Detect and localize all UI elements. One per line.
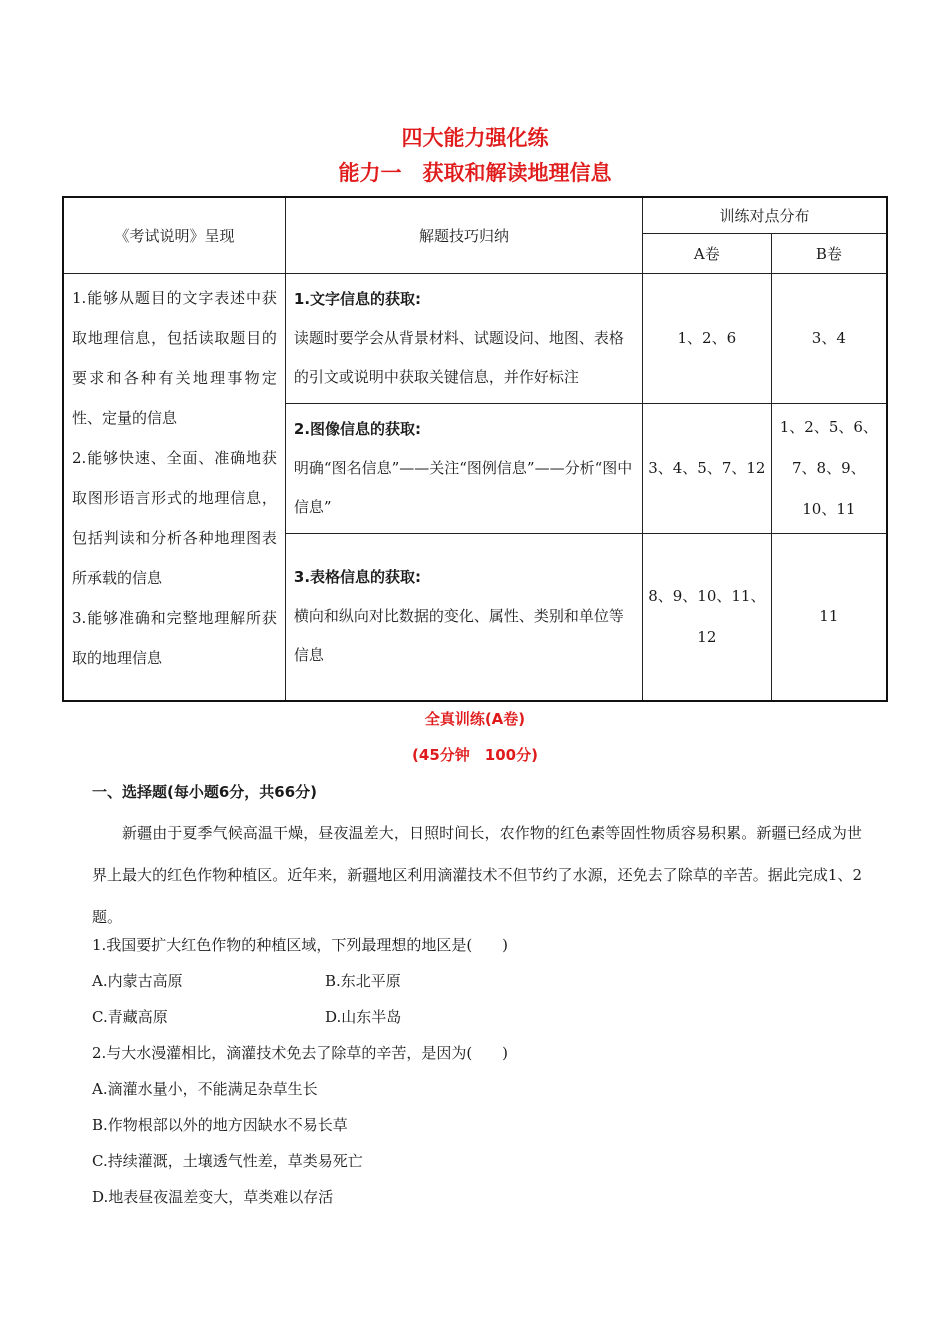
- b-questions: 3、4: [771, 273, 887, 403]
- b-questions: 1、2、5、6、7、8、9、10、11: [771, 403, 887, 533]
- header-b: B卷: [771, 233, 887, 273]
- skill-cell: [285, 403, 642, 533]
- exam-requirements: [63, 273, 285, 701]
- requirement-item: 2.能够快速、全面、准确地获取图形语言形式的地理信息，包括判读和分析各种地理图表所承载的信息: [72, 448, 277, 587]
- requirement-item: 3.能够准确和完整地理解所获取的地理信息: [72, 608, 277, 667]
- question-stem: 2.与大水漫灌相比，滴灌技术免去了除草的辛苦，是因为( ): [92, 1044, 509, 1062]
- skill-heading: 3.表格信息的获取:: [293, 568, 422, 587]
- skill-text: 明确“图名信息”——关注“图例信息”——分析“图中信息”: [293, 458, 633, 516]
- question-option: C.持续灌溉，土壤透气性差，草类易死亡: [92, 1152, 363, 1170]
- question-option: A.内蒙古高原: [92, 972, 183, 990]
- skill-text: 横向和纵向对比数据的变化、属性、类别和单位等信息: [293, 607, 624, 665]
- a-questions: 8、9、10、11、12: [642, 533, 771, 701]
- passage: 新疆由于夏季气候高温干燥，昼夜温差大，日照时间长，农作物的红色素等固性物质容易积累。新疆已经成为世界上最大的红色作物种植区。近年来，新疆地区利用滴灌技术不但节约了水源，还免去了除草的辛苦。据此完成1、2题。: [92, 824, 862, 926]
- skill-text: 读题时要学会从背景材料、试题设问、地图、表格的引文或说明中获取关键信息，并作好标注: [293, 328, 624, 386]
- skill-cell: [285, 533, 642, 701]
- header-distribution: 训练对点分布: [642, 197, 887, 233]
- requirement-item: 1.能够从题目的文字表述中获取地理信息，包括读取题目的要求和各种有关地理事物定性、定量的信息: [72, 288, 277, 427]
- question-option: C.青藏高原: [92, 1008, 168, 1026]
- question-option: D.地表昼夜温差变大，草类难以存活: [92, 1188, 334, 1206]
- section-title: 全真训练(A卷): [424, 710, 526, 728]
- header-a: A卷: [642, 233, 771, 273]
- section-time: (45分钟 100分): [412, 746, 538, 764]
- skill-heading: 1.文字信息的获取:: [293, 289, 422, 308]
- part-heading: 一、选择题(每小题6分，共66分): [92, 783, 318, 801]
- skill-cell: [285, 273, 642, 403]
- page-subtitle: 能力一 获取和解读地理信息: [338, 161, 612, 185]
- question-option: B.作物根部以外的地方因缺水不易长草: [92, 1116, 348, 1134]
- skill-heading: 2.图像信息的获取:: [293, 419, 422, 438]
- question-option: D.山东半岛: [325, 1008, 402, 1026]
- page-title: 四大能力强化练: [401, 126, 549, 150]
- header-exam: 《考试说明》呈现: [63, 197, 285, 273]
- question-stem: 1.我国要扩大红色作物的种植区域，下列最理想的地区是( ): [92, 936, 509, 954]
- ability-table: [62, 196, 888, 702]
- question-option: A.滴灌水量小，不能满足杂草生长: [92, 1080, 318, 1098]
- a-questions: 1、2、6: [642, 273, 771, 403]
- a-questions: 3、4、5、7、12: [642, 403, 771, 533]
- header-skills: 解题技巧归纳: [285, 197, 642, 273]
- question-option: B.东北平原: [325, 972, 401, 990]
- b-questions: 11: [771, 533, 887, 701]
